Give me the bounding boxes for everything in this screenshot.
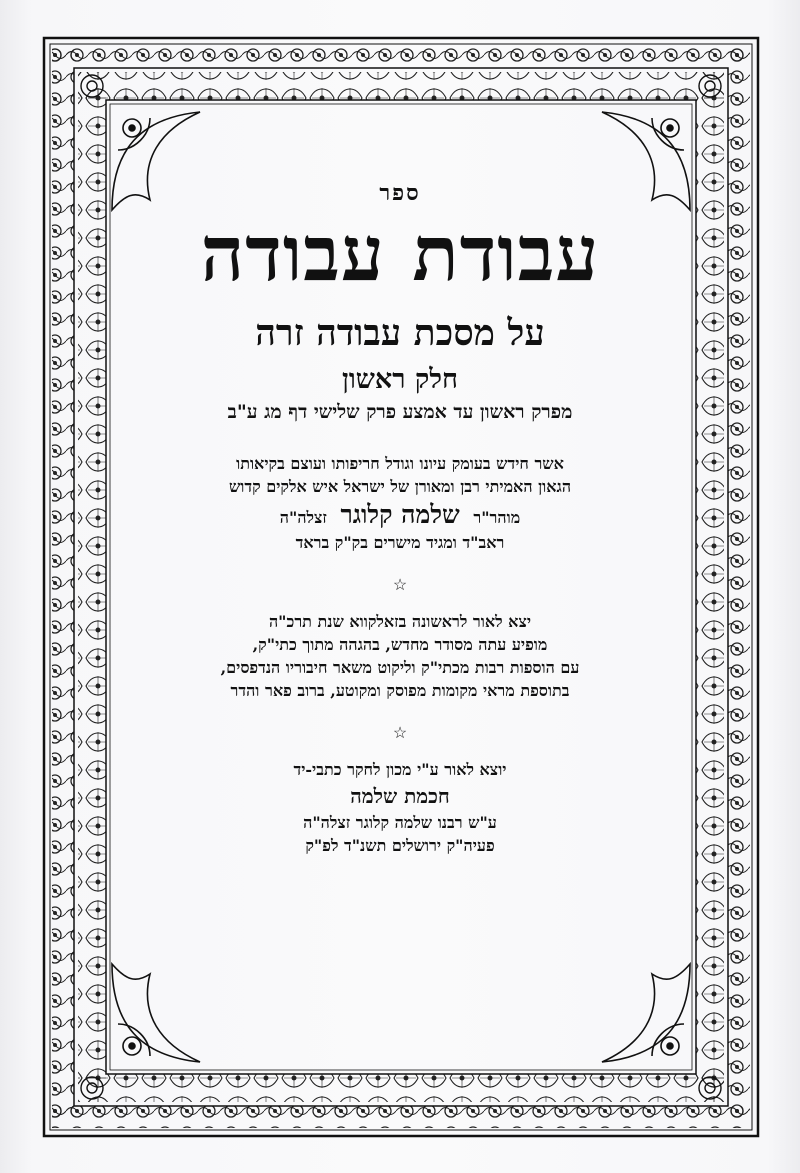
edition-line-3: עם הוספות רבות מכתי"ק וליקוט משאר חיבוריו הנדפסים, bbox=[220, 657, 580, 677]
title-content bbox=[120, 180, 680, 859]
volume-label: חלק ראשון bbox=[342, 363, 458, 395]
content-range: מפרק ראשון עד אמצע פרק שלישי דף מג ע"ב bbox=[227, 400, 573, 423]
edition-line-4: בתוספת מראי מקומות מפוסק ומקוטע, ברוב פאר והדר bbox=[230, 680, 570, 700]
book-subtitle: על מסכת עבודה זרה bbox=[255, 311, 545, 354]
praise-line-1: אשר חידש בעומק עיונו וגודל חריפותו ועוצם בקיאותו bbox=[236, 453, 564, 473]
author-title: ראב"ד ומגיד מישרים בק"ק בראד bbox=[295, 532, 505, 552]
edition-line-1: יצא לאור לראשונה בזאלקווא שנת תרכ"ה bbox=[268, 611, 532, 631]
star-divider-2: ☆ bbox=[392, 722, 408, 742]
sefer-label: ספר bbox=[379, 180, 421, 206]
author-prefix: מוהר"ר bbox=[473, 507, 521, 527]
publisher-name: חכמת שלמה bbox=[350, 783, 450, 808]
star-divider-1: ☆ bbox=[392, 574, 408, 594]
publisher-line-1: יוצא לאור ע"י מכון לחקר כתבי-יד bbox=[293, 759, 507, 779]
book-title: עבודת עבודה bbox=[200, 209, 600, 298]
author-name: שלמה קלוגר bbox=[340, 499, 460, 529]
edition-line-2: מופיע עתה מסודר מחדש, בהגהה מתוך כתי"ק, bbox=[252, 634, 548, 654]
praise-line-2: הגאון האמיתי רבן ומאורן של ישראל איש אלקים קדוש bbox=[228, 476, 572, 496]
author-suffix: זצלה"ה bbox=[279, 507, 327, 527]
publisher-line-3: פעיה"ק ירושלים תשנ"ד לפ"ק bbox=[305, 835, 495, 855]
author-line bbox=[120, 500, 680, 530]
publisher-line-2: ע"ש רבנו שלמה קלוגר זצלה"ה bbox=[303, 812, 497, 832]
